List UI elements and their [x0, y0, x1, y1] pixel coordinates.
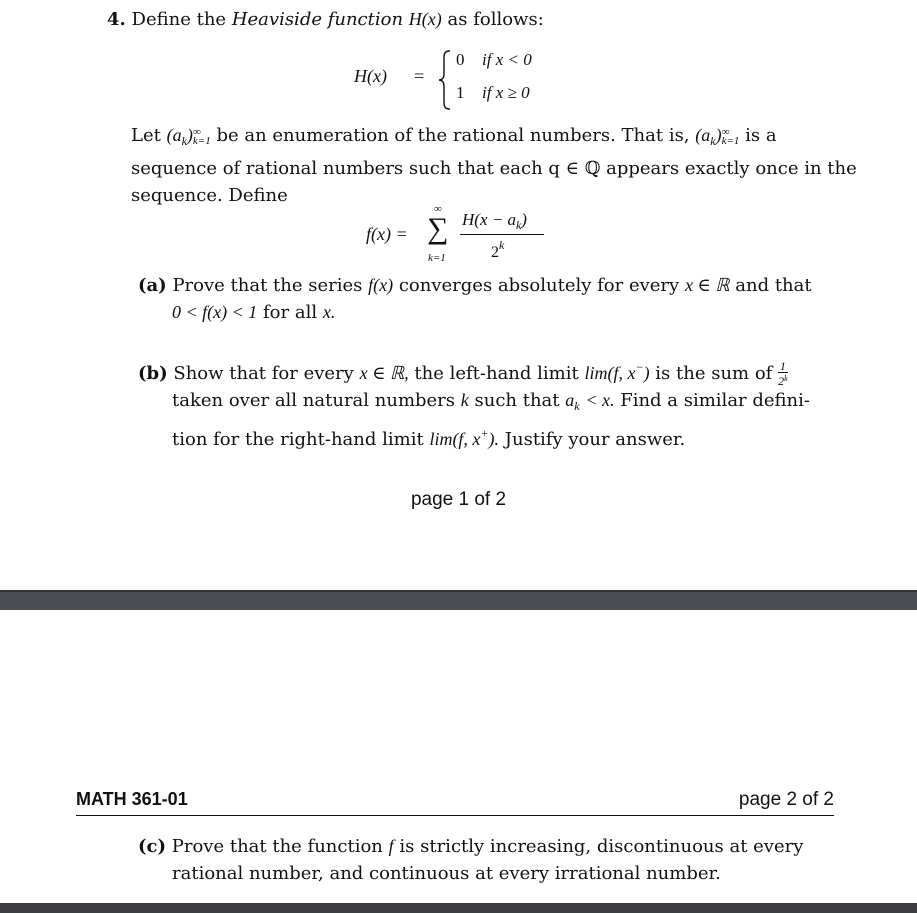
part-b-text-7: tion for the right-hand limit: [172, 429, 424, 450]
course-label: MATH 361-01: [76, 789, 188, 809]
enumeration-paragraph: [131, 122, 857, 209]
page-2: [0, 610, 917, 903]
series-upper-limit: ∞: [434, 203, 442, 215]
heading-func: H(x): [408, 9, 442, 29]
part-b-text-4: taken over all natural numbers: [172, 390, 456, 411]
part-b-k: k: [460, 390, 469, 410]
piecewise-definition: [340, 46, 580, 112]
part-b-a-k: $a_k$: [565, 390, 580, 413]
part-b: [138, 354, 843, 453]
part-c-label: (c): [138, 836, 166, 857]
case1-value: 0: [456, 50, 465, 69]
part-c-line-1: [138, 833, 843, 860]
part-a-x-in-r: x ∈ ℝ: [684, 275, 730, 295]
left-hand-limit: lim(f, x−): [584, 360, 650, 383]
case2-condition: if x ≥ 0: [482, 83, 530, 102]
part-b-line-2: [138, 387, 843, 420]
sigma-icon: ∑: [427, 212, 449, 245]
problem-number: 4.: [107, 9, 126, 30]
part-a-text-1: Prove that the series: [172, 275, 363, 296]
page-2-label: page 2 of 2: [738, 789, 834, 810]
part-a-line-1: [138, 272, 843, 299]
series-lower-limit: k=1: [428, 252, 446, 264]
heading-intro: Define the: [131, 9, 227, 30]
part-a-fx: f(x): [368, 275, 394, 295]
part-a-text-2: converges absolutely for every: [398, 275, 680, 296]
part-c-line-2: rational number, and continuous at every irrational number.: [172, 863, 721, 884]
part-b-text-5: such that: [474, 390, 560, 411]
part-b-text-6: Find a similar defini-: [620, 390, 810, 411]
part-b-lt-x: < x.: [585, 390, 615, 410]
bottom-strip: [0, 903, 917, 913]
series-fraction-bar: [460, 234, 544, 235]
part-c: [138, 833, 843, 887]
part-a-line-2: [138, 299, 843, 326]
paragraph-line-3: sequence. Define: [131, 185, 288, 206]
case1-condition: if x < 0: [482, 50, 532, 69]
series-denominator: 2$^k$: [491, 238, 505, 261]
page-separator: [0, 590, 917, 610]
series-numerator: $H(x - a_k)$: [462, 210, 527, 232]
right-hand-limit: lim(f, x+).: [429, 426, 500, 449]
part-a: [138, 272, 843, 326]
part-c-f: f: [388, 836, 394, 856]
heading-term: Heaviside function: [231, 9, 404, 30]
part-b-text-3: is the sum of: [655, 363, 773, 384]
one-over-two-k: $\frac{1}{2^k}$: [778, 359, 788, 388]
part-b-text-1: Show that for every: [173, 363, 354, 384]
part-c-text-1: Prove that the function: [171, 836, 383, 857]
piecewise-equals: =: [414, 66, 425, 86]
sequence-symbol: $(a_k)$ ∞ k=1: [166, 125, 211, 148]
sequence-symbol-2: $(a_k)$ ∞ k=1: [695, 125, 740, 148]
part-b-line-3: [138, 420, 843, 453]
part-b-x-in-r: x ∈ ℝ,: [359, 363, 409, 383]
part-b-line-1: [138, 354, 843, 387]
para-is-a: is a: [745, 125, 777, 146]
piecewise-lhs: H(x): [354, 66, 387, 86]
case2-value: 1: [456, 83, 465, 102]
paragraph-line-2: sequence of rational numbers such that each q ∈ ℚ appears exactly once in the: [131, 158, 857, 179]
problem-heading: [107, 6, 544, 33]
part-b-text-8: Justify your answer.: [504, 429, 686, 450]
para-enumeration: be an enumeration of the rational numbers. That is,: [216, 125, 690, 146]
series-definition: [360, 200, 600, 270]
part-b-text-2: the left-hand limit: [414, 363, 579, 384]
part-a-text-4: for all: [263, 302, 318, 323]
para-let: Let: [131, 125, 161, 146]
part-c-text-2: is strictly increasing, discontinuous at every: [399, 836, 804, 857]
header-rule: [76, 815, 834, 816]
heading-end: as follows:: [447, 9, 544, 30]
part-a-text-3: and that: [735, 275, 812, 296]
part-b-label: (b): [138, 363, 168, 384]
part-a-label: (a): [138, 275, 167, 296]
paragraph-line-1: [131, 122, 841, 155]
series-lhs: f(x) =: [366, 224, 408, 244]
page-1-footer: page 1 of 2: [410, 489, 507, 510]
left-brace-icon: [438, 50, 452, 110]
part-a-x: x.: [322, 302, 336, 322]
part-a-bounds: 0 < f(x) < 1: [172, 302, 258, 322]
